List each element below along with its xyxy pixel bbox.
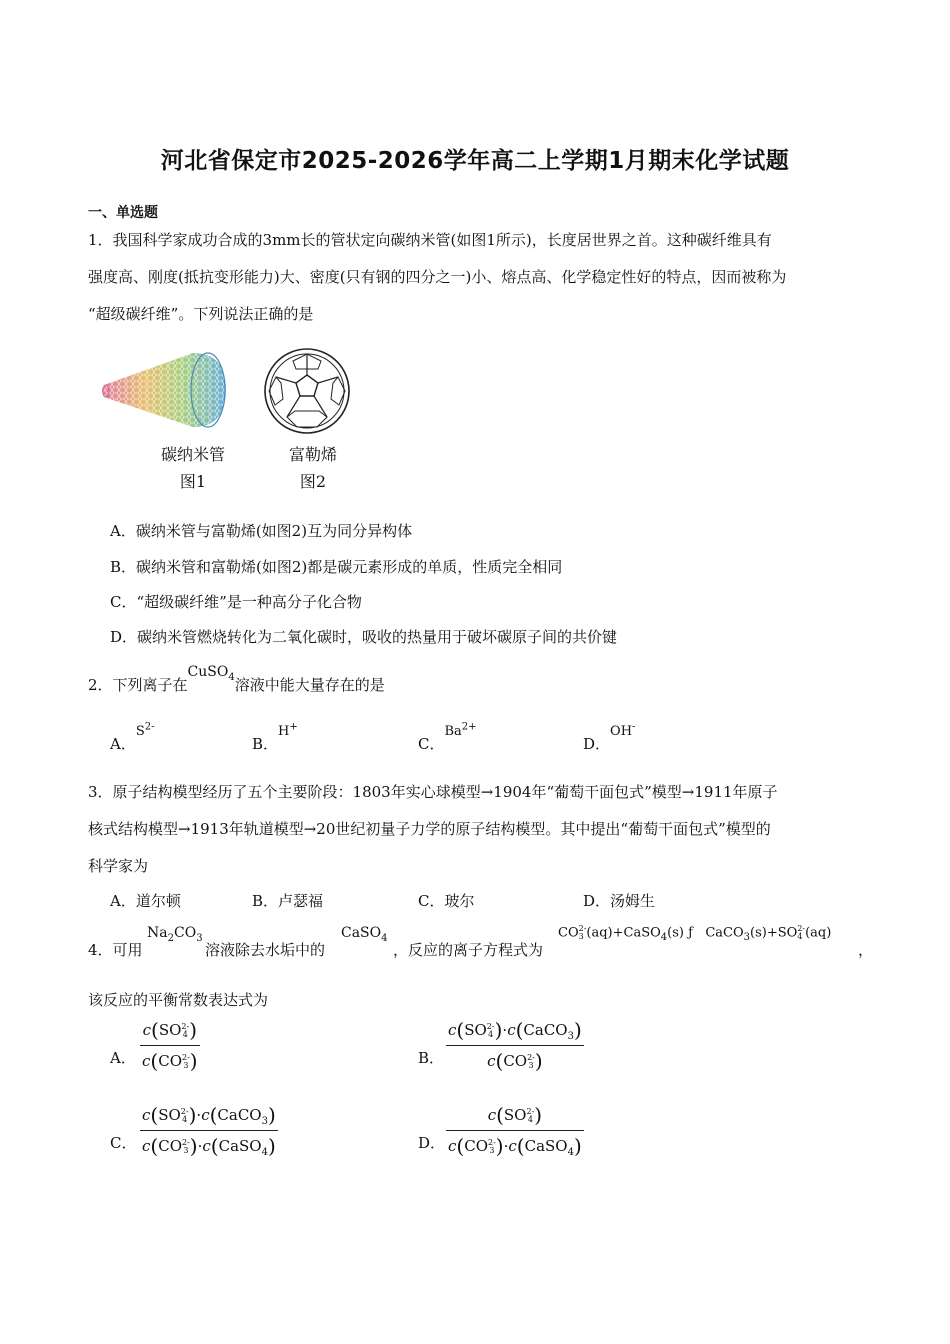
q3-line-1: 3．原子结构模型经历了五个主要阶段：1803年实心球模型→1904年“葡萄干面包式”模型→1911年原子 [88,783,778,801]
q4-option-b-letter[interactable]: B． [418,1049,445,1067]
q2-suffix: 溶液中能大量存在的是 [234,676,385,694]
q1-line-1: 1．我国科学家成功合成的3mm长的管状定向碳纳米管(如图1所示)，长度居世界之首。这种碳纤维具有 [88,231,772,249]
q4-option-d-expression[interactable]: c(SO 2- 4 ) c(CO 2- 3 )·c(CaSO$_4$) [448,1103,582,1158]
q4-p4: ， [858,941,874,959]
q2-stem [88,664,385,697]
q3-option-a[interactable]: A．道尔顿 [110,892,181,910]
q1-option-b[interactable]: B．碳纳米管和富勒烯(如图2)都是碳元素形成的单质，性质完全相同 [110,558,563,576]
q1-option-d[interactable]: D．碳纳米管燃烧转化为二氧化碳时，吸收的热量用于破坏碳原子间的共价键 [110,628,618,646]
q4-p2: 溶液除去水垢中的 [205,941,326,959]
q2-option-b[interactable]: B．H+ [252,721,298,753]
q2-prefix: 2．下列离子在 [88,676,188,694]
q4-p3: ，反应的离子方程式为 [393,941,544,959]
q4-option-a-expression[interactable]: c(SO 2- 4 ) c(CO 2- 3 ) [142,1018,198,1073]
q4-option-b-expression[interactable]: c(SO 2- 4 )·c(CaCO$_3$) c(CO 2- 3 ) [448,1018,582,1073]
q4-option-a-letter[interactable]: A． [110,1049,136,1067]
q2-option-c[interactable]: C．$Ba^{2+}$ [418,721,477,753]
q4-na2co3: $Na_2CO_3$ [147,925,203,944]
figure-1-number: 图1 [179,472,207,491]
q4-option-d-letter[interactable]: D． [418,1134,446,1152]
q4-line-2: 该反应的平衡常数表达式为 [88,991,269,1009]
q2-option-a[interactable]: A．$S^{2-}$ [110,721,155,753]
q1-line-3: “超级碳纤维”。下列说法正确的是 [88,305,314,323]
q2-reagent: CuSO$_4$ [187,664,235,683]
q2-option-d[interactable]: D．OH- [583,721,636,753]
q3-option-b[interactable]: B．卢瑟福 [252,892,324,910]
figure-1-label: 碳纳米管 [160,445,225,464]
q4-option-c-letter[interactable]: C． [110,1134,137,1152]
q1-option-c[interactable]: C．“超级碳纤维”是一种高分子化合物 [110,593,362,611]
q4-p1: 4．可用 [88,941,143,959]
q3-option-d[interactable]: D．汤姆生 [583,892,656,910]
q1-option-a[interactable]: A．碳纳米管与富勒烯(如图2)互为同分异构体 [110,522,413,540]
q3-option-c[interactable]: C．玻尔 [418,892,475,910]
carbon-nanotube-figure [98,345,228,435]
figure-2-label: 富勒烯 [288,445,337,464]
section-heading: 一、单选题 [88,205,158,221]
q4-caso4: CaSO$_4$ [341,925,388,944]
q3-line-3: 科学家为 [88,857,149,875]
q4-option-c-expression[interactable]: c(SO 2- 4 )·c(CaCO$_3$) c(CO 2- 3 )·c(CaSO$_4$) [142,1103,276,1158]
q3-line-2: 核式结构模型→1913年轨道模型→20世纪初量子力学的原子结构模型。其中提出“葡萄干面包式”模型的 [88,820,771,838]
fullerene-figure [263,347,351,435]
figure-2-number: 图2 [299,472,327,491]
page-title: 河北省保定市2025-2026学年高二上学期1月期末化学试题 [160,148,790,174]
q4-ionic-equation: CO 2- 3 (aq)+CaSO$_4$(s) ƒ CaCO$_3$(s)+SO 2- 4 (aq) [558,924,832,944]
q1-line-2: 强度高、刚度(抵抗变形能力)大、密度(只有钢的四分之一)小、熔点高、化学稳定性好的特点，因而被称为 [88,268,787,286]
